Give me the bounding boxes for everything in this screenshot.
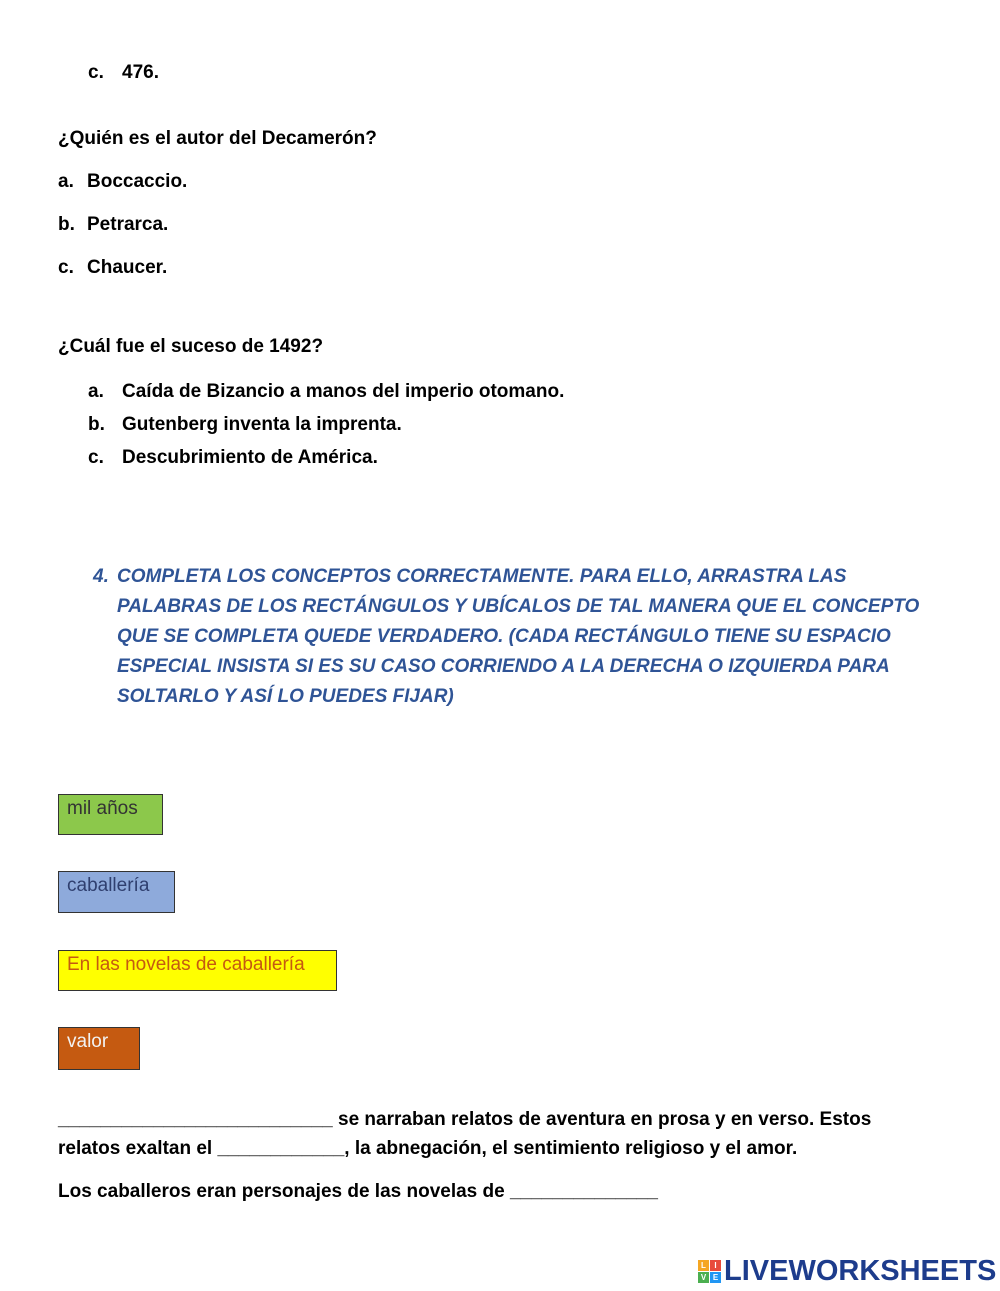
event-option-b[interactable] bbox=[88, 413, 402, 437]
option-letter: c. bbox=[58, 257, 74, 278]
instruction-block bbox=[90, 562, 950, 712]
option-text: Chaucer. bbox=[87, 257, 168, 278]
question-decameron: ¿Quién es el autor del Decamerón? bbox=[58, 128, 377, 149]
logo-mark-icon bbox=[698, 1260, 721, 1283]
option-letter: b. bbox=[88, 414, 105, 435]
logo-mark-letter: V bbox=[698, 1272, 709, 1283]
sentence-line-3: Los caballeros eran personajes de las novelas de ______________ bbox=[58, 1181, 658, 1202]
logo-mark-letter: L bbox=[698, 1260, 709, 1271]
option-letter: a. bbox=[88, 381, 104, 402]
instruction-number: 4. bbox=[93, 566, 109, 587]
drag-word-mil-anos[interactable]: mil años bbox=[58, 794, 163, 835]
option-letter: c. bbox=[88, 447, 104, 468]
logo-mark-letter: I bbox=[710, 1260, 721, 1271]
option-letter: c. bbox=[88, 62, 104, 83]
prev-option-c[interactable] bbox=[88, 61, 159, 85]
liveworksheets-logo bbox=[698, 1254, 996, 1288]
option-text: Gutenberg inventa la imprenta. bbox=[122, 414, 402, 435]
option-text: 476. bbox=[122, 62, 159, 83]
decameron-option-a[interactable] bbox=[58, 170, 187, 194]
decameron-option-b[interactable] bbox=[58, 213, 168, 237]
option-text: Petrarca. bbox=[87, 214, 169, 235]
option-text: Descubrimiento de América. bbox=[122, 447, 378, 468]
option-text: Caída de Bizancio a manos del imperio otomano. bbox=[122, 381, 565, 402]
drag-word-caballeria[interactable]: caballería bbox=[58, 871, 175, 913]
drag-word-valor[interactable]: valor bbox=[58, 1027, 140, 1070]
logo-mark-letter: E bbox=[710, 1272, 721, 1283]
option-text: Boccaccio. bbox=[87, 171, 188, 192]
decameron-option-c[interactable] bbox=[58, 256, 167, 280]
option-letter: a. bbox=[58, 171, 74, 192]
event-option-a[interactable] bbox=[88, 380, 564, 404]
drag-word-en-las-novelas[interactable]: En las novelas de caballería bbox=[58, 950, 337, 991]
sentence-line-2: relatos exaltan el ____________, la abnegación, el sentimiento religioso y el amor. bbox=[58, 1138, 798, 1159]
sentence-line-1: __________________________ se narraban relatos de aventura en prosa y en verso. Estos bbox=[58, 1109, 872, 1130]
instruction-text: COMPLETA LOS CONCEPTOS CORRECTAMENTE. PARA ELLO, ARRASTRA LAS PALABRAS DE LOS RECTÁNGULOS Y UBÍCALOS DE TAL MANERA QUE EL CONCEPTO QUE SE COMPLETA QUEDE VERDADERO. (CADA RECTÁNGULO TIENE SU ESPACIO ESPECIAL INSISTA SI ES SU CASO CORRIENDO A LA DERECHA O IZQUIERDA PARA SOLTARLO Y ASÍ LO PUEDES FIJAR) bbox=[117, 566, 920, 707]
logo-text: LIVEWORKSHEETS bbox=[724, 1254, 997, 1287]
question-1492: ¿Cuál fue el suceso de 1492? bbox=[58, 336, 324, 357]
event-option-c[interactable] bbox=[88, 446, 378, 470]
option-letter: b. bbox=[58, 214, 75, 235]
